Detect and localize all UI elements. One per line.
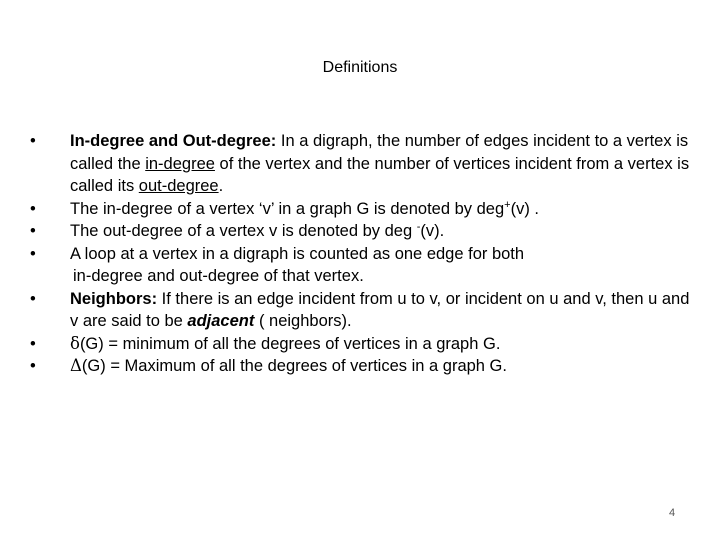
definition-text: . [218,177,224,195]
bullet-icon: • [30,132,36,150]
definition-text: (v) . [510,199,540,218]
definition-text: of the vertex and the number of vertices incident from a vertex is called its [70,154,690,195]
bullet-text [70,243,690,288]
bullet-icon: • [30,357,36,375]
underlined-term-out-degree: out-degree [138,177,219,195]
list-item-in-out-degree [30,130,690,198]
slide-title: Definitions [322,59,398,76]
term-colon: : [151,289,158,308]
bullet-icon: • [30,334,36,353]
list-item-out-degree-notation [30,220,690,243]
emphasized-term-adjacent: adjacent [187,312,255,330]
definition-text: (G) = Maximum of all the degrees of vertices in a graph G. [81,357,507,375]
superscript-plus: + [504,198,511,211]
definition-text: In a digraph, the number of edges incident to a vertex is called the [70,132,689,173]
definition-text: If there is an edge incident from u to v, or incident on u and v, then u and v are said to be [70,289,690,330]
definitions-list [30,130,690,378]
bullet-icon: • [30,244,36,263]
bullet-text [70,220,690,243]
definition-text: (G) = minimum of all the degrees of vertices in a graph G. [79,334,501,353]
bullet-text [70,198,690,221]
definition-text-continued: in-degree and out-degree of that vertex. [73,267,364,285]
term-in-out-degree: In-degree and Out-degree [70,132,271,150]
bullet-text [70,288,690,333]
list-item-in-degree-notation [30,198,690,221]
bullet-text [70,130,690,198]
bullet-text [70,355,690,378]
superscript-minus: - [416,221,421,233]
list-item-min-degree [30,333,690,356]
list-item-max-degree [30,355,690,378]
term-neighbors: Neighbors [70,289,152,308]
definition-text: ( neighbors). [254,312,352,330]
term-colon: : [270,132,277,150]
bullet-text [70,333,690,356]
delta-lowercase-symbol: δ [70,333,80,353]
definition-text: The in-degree of a vertex ‘v’ in a graph G is denoted by deg [70,199,505,218]
list-item-loop [30,243,690,288]
definition-text: The out-degree of a vertex v is denoted by deg [70,222,417,240]
list-item-neighbors [30,288,690,333]
bullet-icon: • [30,289,36,308]
definition-text: (v). [420,222,445,240]
definition-text: A loop at a vertex in a digraph is counted as one edge for both [70,244,525,263]
underlined-term-in-degree: in-degree [145,154,215,173]
delta-uppercase-symbol: Δ [70,356,82,375]
page-number: 4 [668,507,676,519]
bullet-icon: • [30,199,36,218]
bullet-icon: • [30,222,36,240]
